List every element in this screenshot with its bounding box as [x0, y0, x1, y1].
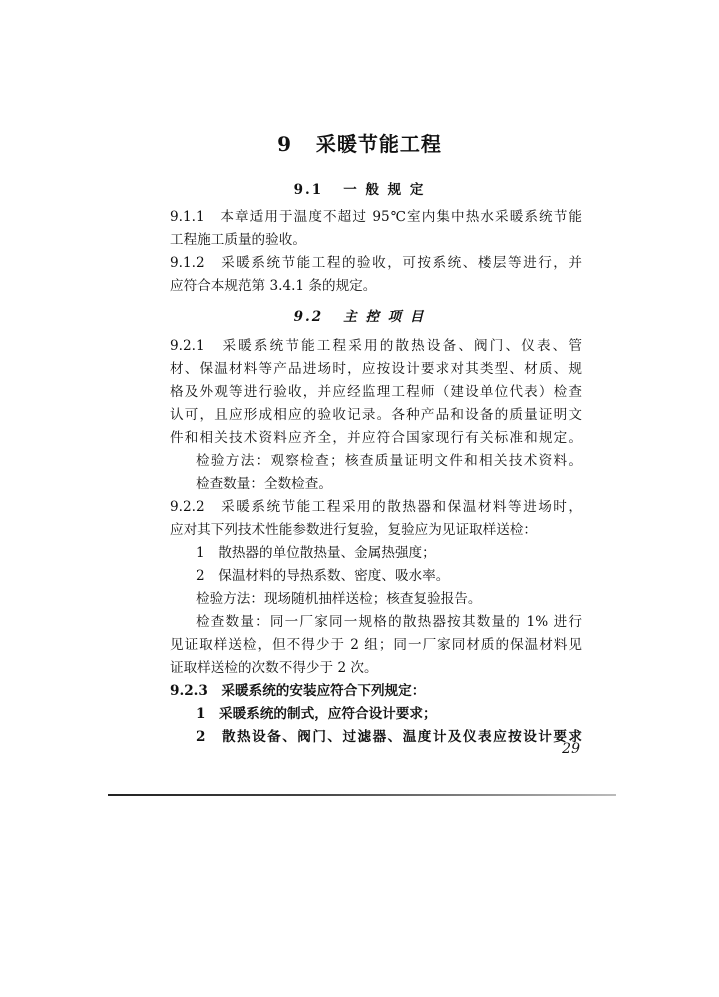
list-item: 1 采暖系统的制式，应符合设计要求； [196, 706, 437, 722]
text-line: 9.2.2 采暖系统节能工程采用的散热器和保温材料等进场时， [170, 499, 582, 515]
text-line: 件和相关技术资料应齐全，并应符合国家现行有关标准和规定。 [170, 430, 582, 446]
text-line: 见证取样送检，但不得少于 2 组；同一厂家同材质的保温材料见 [170, 637, 582, 653]
list-item: 2 保温材料的导热系数、密度、吸水率。 [196, 568, 450, 584]
text-line: 9.1.2 采暖系统节能工程的验收，可按系统、楼层等进行，并 [170, 255, 582, 271]
text-line: 认可，且应形成相应的验收记录。各种产品和设备的质量证明文 [170, 407, 582, 423]
text-line: 检验方法：现场随机抽样送检；核查复验报告。 [196, 591, 482, 607]
text-line: 工程施工质量的验收。 [170, 232, 306, 248]
bottom-rule [108, 794, 616, 796]
section-number: 9.2 [293, 309, 324, 325]
section-title: 主 控 项 目 [343, 309, 426, 325]
section-heading-9-2 [0, 305, 719, 325]
text-line: 9.2.3 采暖系统的安装应符合下列规定： [170, 683, 426, 699]
section-heading-9-1 [0, 178, 719, 198]
text-line: 检验方法：观察检查；核查质量证明文件和相关技术资料。 [196, 453, 582, 469]
text-line: 材、保温材料等产品进场时，应按设计要求对其类型、材质、规 [170, 361, 582, 377]
text-line: 证取样送检的次数不得少于 2 次。 [170, 660, 378, 676]
text-line: 检查数量：同一厂家同一规格的散热器按其数量的 1% 进行 [196, 614, 582, 630]
chapter-number: 9 [277, 132, 293, 156]
text-line: 格及外观等进行验收，并应经监理工程师（建设单位代表）检查 [170, 384, 582, 400]
text-line: 9.1.1 本章适用于温度不超过 95℃室内集中热水采暖系统节能 [170, 209, 582, 225]
section-title: 一 般 规 定 [343, 182, 426, 198]
text-line: 应对其下列技术性能参数进行复验，复验应为见证取样送检： [170, 522, 538, 538]
page-number: 29 [562, 741, 580, 757]
text-line: 9.2.1 采暖系统节能工程采用的散热设备、阀门、仪表、管 [170, 338, 582, 354]
section-number: 9.1 [293, 182, 324, 198]
chapter-title-text: 采暖节能工程 [315, 132, 442, 156]
text-line: 检查数量：全数检查。 [196, 476, 332, 492]
list-item: 1 散热器的单位散热量、金属热强度； [196, 545, 436, 561]
list-item: 2 散热设备、阀门、过滤器、温度计及仪表应按设计要求 [196, 729, 582, 745]
chapter-title [0, 128, 719, 157]
text-line: 应符合本规范第 3.4.1 条的规定。 [170, 278, 377, 294]
